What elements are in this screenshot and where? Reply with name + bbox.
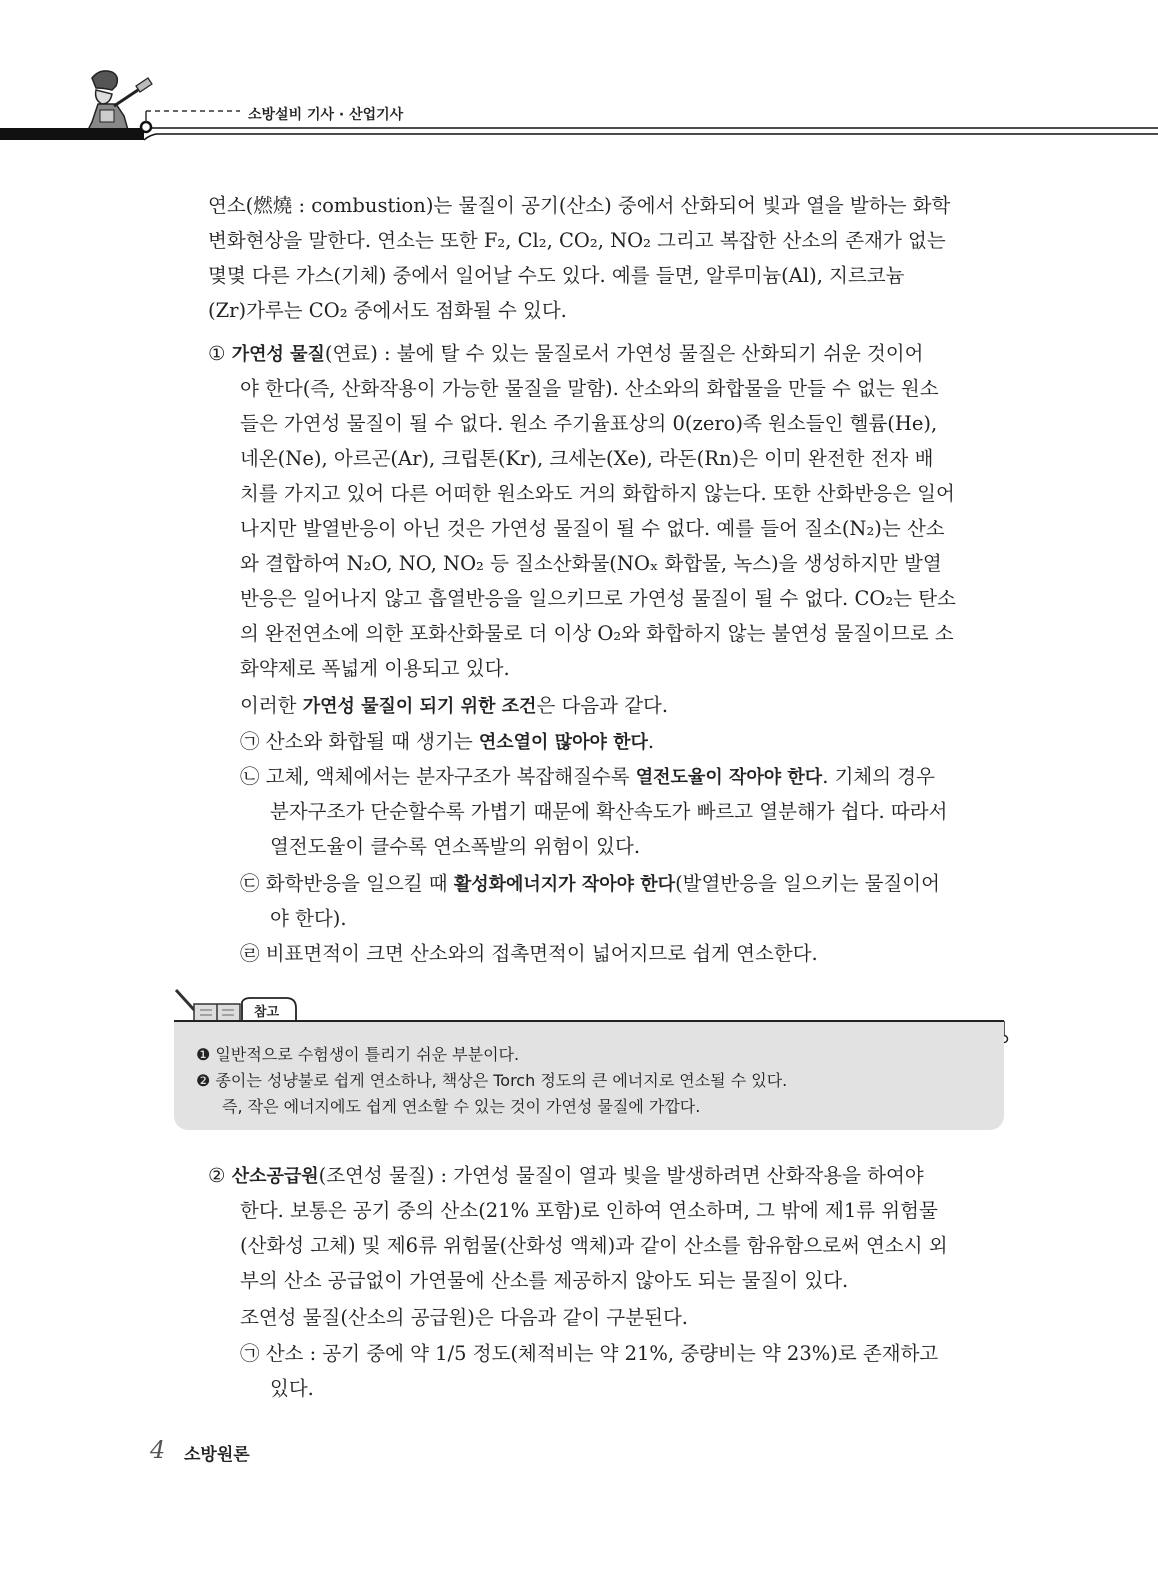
footer-title: 소방원론 bbox=[184, 1445, 250, 1465]
section-line: (산화성 고체) 및 제6류 위험물(산화성 액체)과 같이 산소를 함유함으로써 연소시 외 bbox=[240, 1234, 948, 1257]
item-bold: 연소열이 많아야 한다 bbox=[478, 732, 648, 753]
section-line: 네온(Ne), 아르곤(Ar), 크립톤(Kr), 크세논(Xe), 라돈(Rn)은 이미 완전한 전자 배 bbox=[240, 447, 934, 470]
section-line: 와 결합하여 N₂O, NO, NO₂ 등 질소산화물(NOₓ 화합물, 녹스)을 생성하지만 발열 bbox=[240, 552, 942, 575]
section-line: 치를 가지고 있어 다른 어떠한 원소와도 거의 화합하지 않는다. 또한 산화반응은 일어 bbox=[240, 482, 955, 505]
condition-item bbox=[240, 936, 818, 971]
firefighter-icon bbox=[88, 71, 152, 130]
section-line: 조연성 물질(산소의 공급원)은 다음과 같이 구분된다. bbox=[240, 1306, 688, 1329]
condition-item bbox=[240, 759, 935, 795]
section-marker: ② bbox=[208, 1164, 226, 1187]
section-marker: ① bbox=[208, 342, 226, 365]
section-line: 화약제로 폭넓게 이용되고 있다. bbox=[240, 657, 510, 680]
header-graphic bbox=[0, 60, 1158, 150]
section-line: 부의 산소 공급없이 가연물에 산소를 제공하지 않아도 되는 물질이 있다. bbox=[240, 1269, 849, 1292]
section-term-suffix: (조연성 물질) : 가연성 물질이 열과 빛을 발생하려면 산화작용을 하여야 bbox=[318, 1164, 924, 1187]
section-heading bbox=[208, 1158, 924, 1194]
cond-pre: 이러한 bbox=[240, 694, 303, 717]
section-line: 나지만 발열반응이 아닌 것은 가연성 물질이 될 수 없다. 예를 들어 질소(N₂)는 산소 bbox=[240, 517, 945, 540]
condition-item bbox=[240, 866, 940, 902]
item-marker: ㉣ bbox=[240, 942, 260, 965]
section-line: 한다. 보통은 공기 중의 산소(21% 포함)로 인하여 연소하며, 그 밖에 제1류 위험물 bbox=[240, 1199, 938, 1222]
pencil-book-icon bbox=[176, 990, 240, 1022]
note-box bbox=[174, 1022, 1004, 1130]
item-marker: ㉠ bbox=[240, 730, 260, 753]
condition-item bbox=[240, 724, 654, 760]
note-line: ❶ 일반적으로 수험생이 틀리기 쉬운 부분이다. bbox=[196, 1045, 520, 1064]
item-continuation: 있다. bbox=[270, 1377, 314, 1400]
header-title: 소방설비 기사 · 산업기사 bbox=[248, 107, 404, 123]
intro-line: 몇몇 다른 가스(기체) 중에서 일어날 수도 있다. 예를 들면, 알루미늄(Al), 지르코늄 bbox=[208, 264, 905, 287]
conditions-intro bbox=[240, 688, 668, 724]
section-line: 야 한다(즉, 산화작용이 가능한 물질을 말함). 산소와의 화합물을 만들 수 없는 원소 bbox=[240, 377, 939, 400]
item-marker: ㉠ bbox=[240, 1342, 260, 1365]
item-bold: 열전도율이 작아야 한다 bbox=[635, 767, 823, 788]
cond-bold: 가연성 물질이 되기 위한 조건 bbox=[302, 696, 537, 717]
section-line: 반응은 일어나지 않고 흡열반응을 일으키므로 가연성 물질이 될 수 없다. CO₂는 탄소 bbox=[240, 587, 956, 610]
item-text: 비표면적이 크면 산소와의 접촉면적이 넓어지므로 쉽게 연소한다. bbox=[265, 942, 818, 965]
note-label: 참고 bbox=[254, 1005, 280, 1020]
section-term-suffix: (연료) : 불에 탈 수 있는 물질로서 가연성 물질은 산화되기 쉬운 것이어 bbox=[324, 342, 924, 365]
item-text: 산소와 화합될 때 생기는 bbox=[265, 730, 479, 753]
item-continuation: 열전도율이 클수록 연소폭발의 위험이 있다. bbox=[270, 835, 641, 858]
item-post: (발열반응을 일으키는 물질이어 bbox=[675, 872, 940, 895]
condition-item bbox=[240, 1336, 938, 1371]
item-bold: 활성화에너지가 작아야 한다 bbox=[453, 874, 676, 895]
note-line: 즉, 작은 에너지에도 쉽게 연소할 수 있는 것이 가연성 물질에 가깝다. bbox=[222, 1097, 701, 1116]
page-header bbox=[0, 60, 1158, 150]
page-number: 4 bbox=[150, 1436, 166, 1464]
item-continuation: 분자구조가 단순할수록 가볍기 때문에 확산속도가 빠르고 열분해가 쉽다. 따라서 bbox=[270, 800, 948, 823]
note-line: ❷ 종이는 성냥불로 쉽게 연소하나, 책상은 Torch 정도의 큰 에너지로 연소될 수 있다. bbox=[196, 1071, 788, 1090]
cond-post: 은 다음과 같다. bbox=[536, 694, 669, 717]
intro-line: (Zr)가루는 CO₂ 중에서도 점화될 수 있다. bbox=[208, 299, 567, 322]
item-marker: ㉢ bbox=[240, 872, 260, 895]
item-post: . bbox=[647, 730, 655, 753]
section-heading bbox=[208, 336, 923, 372]
item-post: . 기체의 경우 bbox=[822, 765, 935, 788]
section-term: 가연성 물질 bbox=[231, 344, 325, 365]
item-text: 산소 : 공기 중에 약 1/5 정도(체적비는 약 21%, 중량비는 약 23%)로 존재하고 bbox=[265, 1342, 939, 1365]
item-marker: ㉡ bbox=[240, 765, 260, 788]
section-line: 들은 가연성 물질이 될 수 없다. 원소 주기율표상의 0(zero)족 원소들인 헬륨(He), bbox=[240, 412, 938, 435]
intro-line: 연소(燃燒 : combustion)는 물질이 공기(산소) 중에서 산화되어 빛과 열을 발하는 화학 bbox=[208, 194, 951, 217]
item-continuation: 야 한다). bbox=[270, 907, 347, 930]
item-text: 화학반응을 일으킬 때 bbox=[265, 872, 454, 895]
section-line: 의 완전연소에 의한 포화산화물로 더 이상 O₂와 화합하지 않는 불연성 물질이므로 소 bbox=[240, 622, 954, 645]
intro-line: 변화현상을 말한다. 연소는 또한 F₂, Cl₂, CO₂, NO₂ 그리고 복잡한 산소의 존재가 없는 bbox=[208, 229, 946, 252]
item-text: 고체, 액체에서는 분자구조가 복잡해질수록 bbox=[265, 765, 636, 788]
section-term: 산소공급원 bbox=[231, 1166, 319, 1187]
